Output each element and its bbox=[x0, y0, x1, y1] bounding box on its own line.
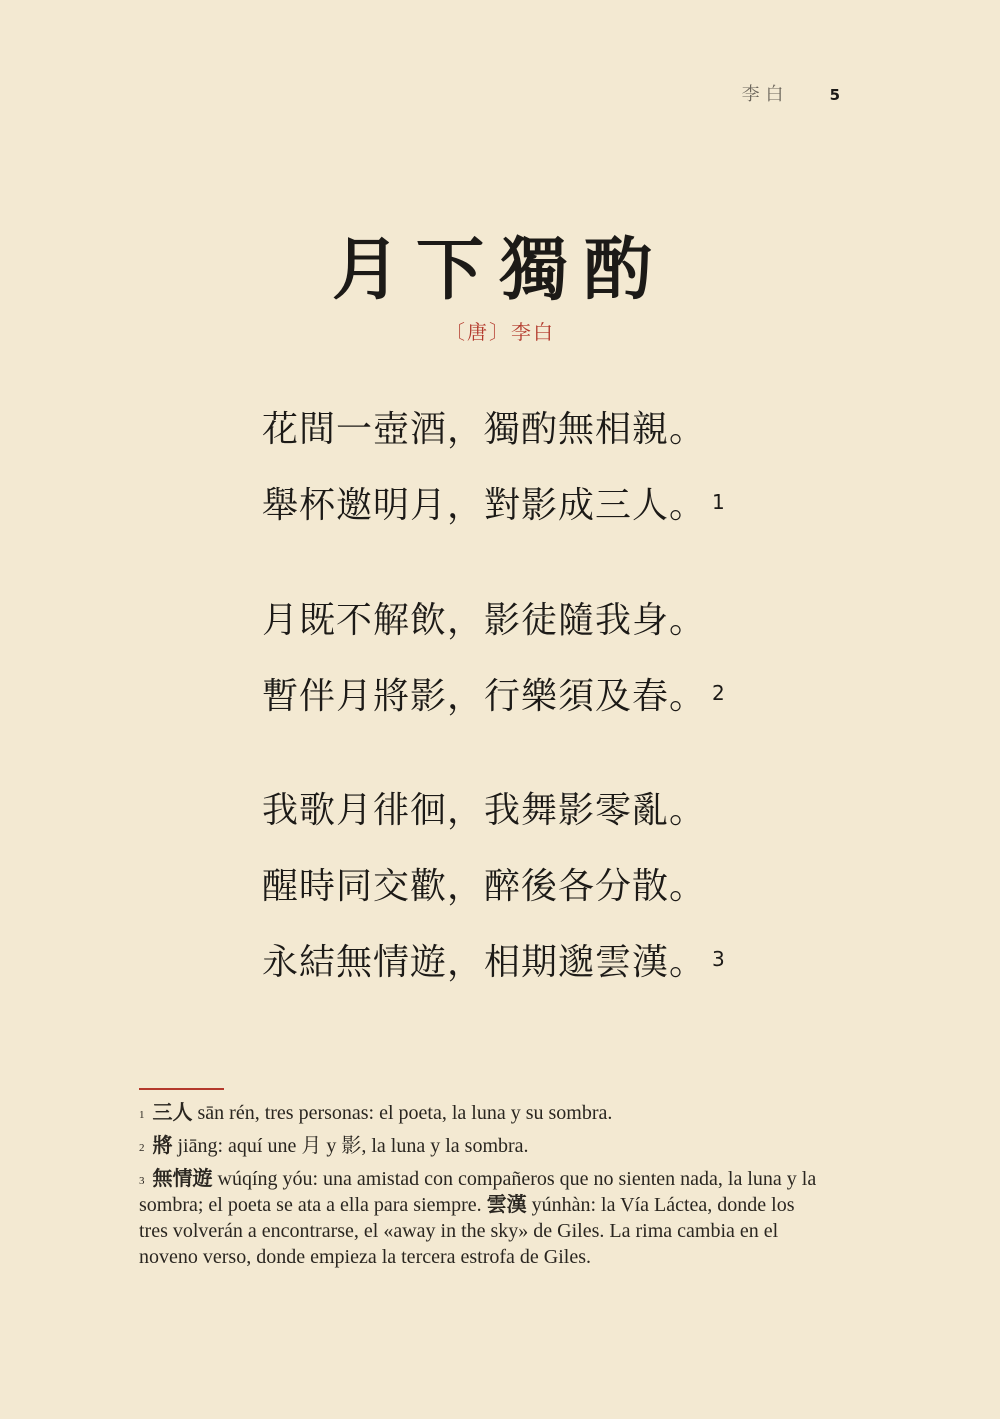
footnote-text: jiāng: aquí une 月 y 影, la luna y la sombra. bbox=[172, 1135, 529, 1157]
footnote-2 bbox=[139, 1133, 819, 1159]
footnote-term: 雲漢 bbox=[486, 1194, 527, 1216]
verse-line bbox=[262, 861, 725, 937]
footnote-number: 3 bbox=[139, 1175, 145, 1187]
verse-text: 永結無情遊，相期邈雲漢。 bbox=[262, 942, 707, 983]
verse-text: 暫伴月將影，行樂須及春。 bbox=[262, 676, 707, 717]
footnote-rule bbox=[139, 1088, 224, 1090]
page-number: 5 bbox=[829, 86, 840, 104]
verse-text: 花間一壺酒，獨酌無相親。 bbox=[262, 409, 707, 450]
verse-line bbox=[262, 671, 725, 747]
running-head-author: 李白 bbox=[741, 84, 790, 105]
verse-line bbox=[262, 404, 725, 480]
poem-byline: 〔唐〕李白 bbox=[445, 320, 555, 344]
footnote-number: 1 bbox=[139, 1109, 145, 1121]
verse-text: 舉杯邀明月，對影成三人。 bbox=[262, 485, 707, 526]
footnote-term: 無情遊 bbox=[152, 1168, 213, 1190]
stanza-1 bbox=[262, 404, 725, 556]
footnote-ref-2[interactable]: 2 bbox=[712, 681, 725, 705]
running-head bbox=[742, 80, 840, 106]
footnote-text: wúqíng yóu: una amistad con compañeros que no sienten nada, la luna y la sombra; el poeta se ata a ella para siempre. bbox=[139, 1168, 817, 1216]
footnote-term: 將 bbox=[152, 1135, 173, 1157]
footnote-3 bbox=[139, 1166, 819, 1270]
footnote-text: sān rén, tres personas: el poeta, la luna y su sombra. bbox=[192, 1102, 613, 1124]
footnote-1 bbox=[139, 1100, 819, 1126]
verse-text: 醒時同交歡，醉後各分散。 bbox=[262, 866, 707, 907]
verse-line bbox=[262, 785, 725, 861]
footnote-ref-1[interactable]: 1 bbox=[712, 490, 725, 514]
verse-text: 我歌月徘徊，我舞影零亂。 bbox=[262, 790, 707, 831]
footnote-number: 2 bbox=[139, 1142, 145, 1154]
verse-line bbox=[262, 937, 725, 1013]
footnote-term: 三人 bbox=[152, 1102, 193, 1124]
stanza-2 bbox=[262, 595, 725, 747]
verse-text: 月既不解飲，影徒隨我身。 bbox=[262, 600, 707, 641]
poem-title: 月下獨酌 bbox=[331, 230, 668, 310]
footnote-ref-3[interactable]: 3 bbox=[712, 947, 725, 971]
stanza-3 bbox=[262, 785, 725, 1013]
verse-line bbox=[262, 480, 725, 556]
footnote-text: yúnhàn: la Vía Láctea, donde los tres volverán a encontrarse, el «away in the sky» de Giles. La rima cambia en el noveno verso, donde empieza la tercera estrofa de Giles. bbox=[139, 1194, 795, 1268]
verse-line bbox=[262, 595, 725, 671]
footnotes bbox=[139, 1100, 819, 1277]
